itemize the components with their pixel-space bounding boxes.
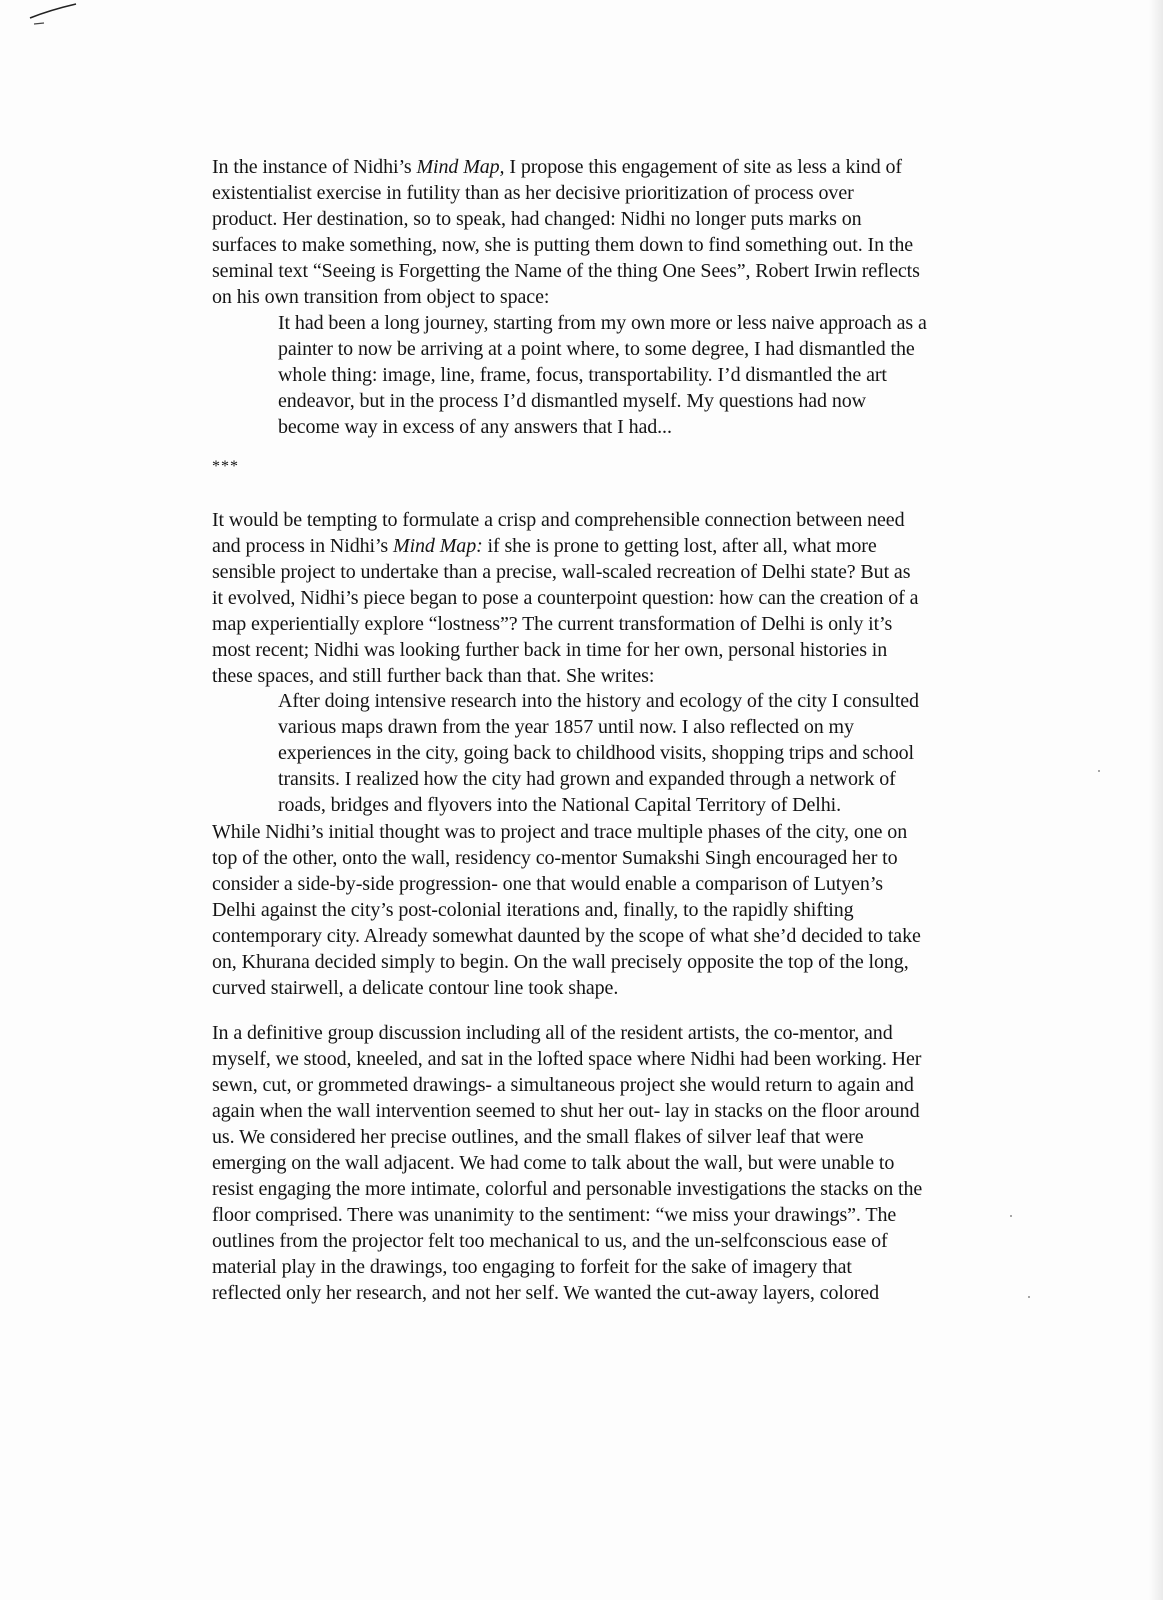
- scan-speck: [1028, 1296, 1030, 1298]
- paragraph-2-text-b: if she is prone to getting lost, after all, what more sensible project to undertake than a precise, wall-scaled recreation of Delhi state? But as it evolved, Nidhi’s piece began to pose a counterpoint question: how can the creation of a map experientially explore “lostness”? The current transformation of Delhi is only it’s most recent; Nidhi was looking further back in time for her own, personal histories in these spaces, and still further back than that. She writes:: [212, 535, 919, 687]
- paragraph-1-text-b: I propose this engagement of site as less a kind of existentialist exercise in futility than as her decisive prioritization of process over product. Her destination, so to speak, had changed: Nidhi no longer puts marks on surfaces to make something, now, she is putting them down to find something out. In the seminal text “Seeing is Forgetting the Name of the thing One Sees”, Robert Irwin reflects on his own transition from object to space:: [212, 156, 920, 308]
- scan-speck: [1098, 770, 1100, 772]
- paragraph-2: [212, 507, 1002, 689]
- pen-stroke-mark: [28, 0, 88, 30]
- artwork-title: Mind Map:: [393, 535, 483, 557]
- paragraph-2-text-a: It would be tempting to formulate a crisp and comprehensible connection between need and process in Nidhi’s: [212, 509, 905, 557]
- section-separator: ***: [212, 458, 239, 475]
- paragraph-1: [212, 154, 1002, 310]
- paragraph-4-text: In a definitive group discussion including all of the resident artists, the co-mentor, and myself, we stood, kneeled, and sat in the lofted space where Nidhi had been working. Her sewn, cut, or grommeted drawings- a simultaneous project she would return to again and again when the wall intervention seemed to shut her out- lay in stacks on the floor around us. We considered her precise outlines, and the small flakes of silver leaf that were emerging on the wall adjacent. We had come to talk about the wall, but were unable to resist engaging the more intimate, colorful and personable investigations the stacks on the floor comprised. There was unanimity to the sentiment: “we miss your drawings”. The outlines from the projector felt too mechanical to us, and the un-selfconscious ease of material play in the drawings, too engaging to forfeit for the sake of imagery that reflected only her research, and not her self. We wanted the cut-away layers, colored: [212, 1022, 923, 1304]
- block-quote-irwin: [278, 310, 1002, 440]
- scan-speck: [1010, 1215, 1012, 1217]
- paragraph-1-text-a: In the instance of Nidhi’s: [212, 156, 417, 178]
- paragraph-3: [212, 819, 1002, 1001]
- block-quote-nidhi-text: After doing intensive research into the history and ecology of the city I consulted various maps drawn from the year 1857 until now. I also reflected on my experiences in the city, going back to childhood visits, shopping trips and school transits. I realized how the city had grown and expanded through a network of roads, bridges and flyovers into the National Capital Territory of Delhi.: [278, 690, 919, 816]
- block-quote-irwin-text: It had been a long journey, starting from my own more or less naive approach as a painter to now be arriving at a point where, to some degree, I had dismantled the whole thing: image, line, frame, focus, transportability. I’d dismantled the art endeavor, but in the process I’d dismantled myself. My questions had now become way in excess of any answers that I had...: [278, 312, 927, 438]
- artwork-title: Mind Map,: [416, 156, 505, 178]
- scan-edge-shadow: [1149, 0, 1163, 1600]
- paragraph-3-text: While Nidhi’s initial thought was to project and trace multiple phases of the city, one on top of the other, onto the wall, residency co-mentor Sumakshi Singh encouraged her to consider a side-by-side progression- one that would enable a comparison of Lutyen’s Delhi against the city’s post-colonial iterations and, finally, to the rapidly shifting contemporary city. Already somewhat daunted by the scope of what she’d decided to take on, Khurana decided simply to begin. On the wall precisely opposite the top of the long, curved stairwell, a delicate contour line took shape.: [212, 821, 921, 999]
- block-quote-nidhi: [278, 688, 1002, 818]
- paragraph-4: [212, 1020, 1002, 1306]
